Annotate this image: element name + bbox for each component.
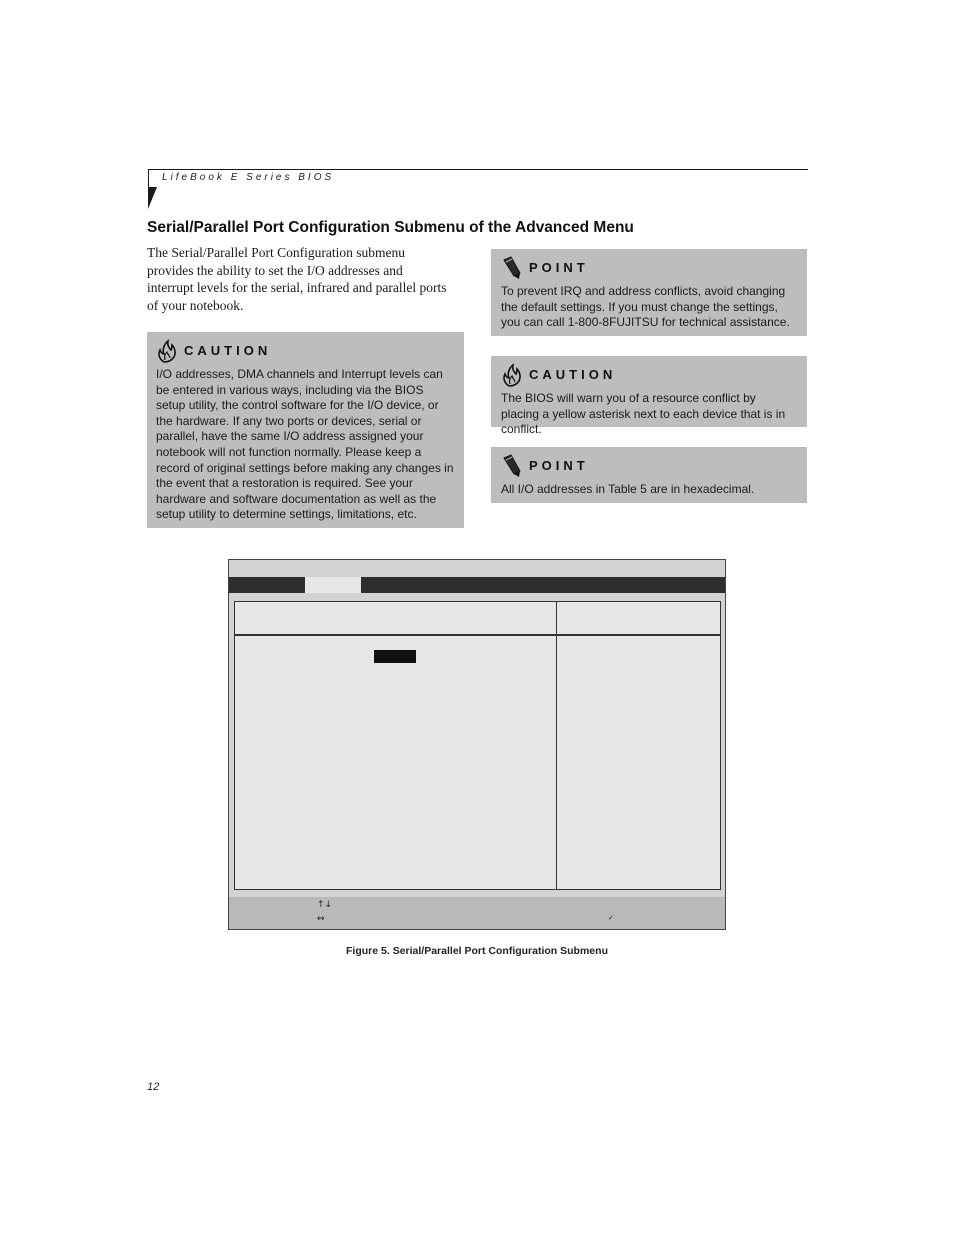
intro-paragraph: The Serial/Parallel Port Configuration submenu provides the ability to set the I/O addresses and interrupt levels for the serial, infrared and parallel ports of your notebook.: [147, 245, 447, 313]
section-heading: Serial/Parallel Port Configuration Submenu of the Advanced Menu: [147, 219, 634, 236]
up-down-arrows-icon: ↑↓: [317, 900, 333, 910]
point-label: POINT: [529, 458, 589, 474]
caution-text: I/O addresses, DMA channels and Interrupt levels can be entered in various ways, including via the BIOS setup utility, the control software for the I/O device, or the hardware. If any two ports or devices, serial or parallel, have the same I/O address assigned your notebook will not function normally. Please keep a record of original settings before making any changes in the event that a restoration is required. See your hardware and software documentation as well as the setup utility to determine settings, limitations, etc.: [156, 367, 454, 522]
flame-hand-icon: [156, 339, 178, 363]
bios-screen-figure: [228, 559, 726, 930]
caution-box-right: [491, 356, 807, 437]
bios-help-divider: [556, 602, 557, 889]
flame-hand-icon: [501, 363, 523, 387]
point-label: POINT: [529, 260, 589, 276]
bios-key-footer: [229, 897, 725, 929]
bios-selected-field: [374, 650, 416, 663]
caution-box-left: [147, 332, 464, 528]
point-box-2: [491, 447, 807, 503]
header-tick: [148, 169, 149, 189]
header-rule: [148, 169, 808, 170]
point-text: All I/O addresses in Table 5 are in hexadecimal.: [501, 482, 755, 496]
bios-main-panel: [234, 601, 721, 890]
check-mark-icon: ✓: [608, 914, 614, 922]
point-text: To prevent IRQ and address conflicts, avoid changing the default settings. If you must change the settings, you can call 1-800-8FUJITSU for technical assistance.: [501, 284, 790, 330]
bios-active-tab: [305, 577, 361, 593]
pen-icon: [501, 256, 523, 280]
page-number: 12: [147, 1081, 160, 1093]
left-right-arrows-icon: ↔: [317, 914, 325, 924]
header-wedge: [148, 187, 157, 209]
running-title: LifeBook E Series BIOS: [162, 172, 335, 183]
caution-label: CAUTION: [184, 343, 272, 359]
caution-text: The BIOS will warn you of a resource conflict by placing a yellow asterisk next to each device that is in conflict.: [501, 391, 786, 437]
bios-header-divider: [235, 634, 720, 636]
point-box-1: [491, 249, 807, 336]
figure-caption: Figure 5. Serial/Parallel Port Configuration Submenu: [346, 945, 608, 957]
pen-icon: [501, 454, 523, 478]
caution-label: CAUTION: [529, 367, 617, 383]
bios-menu-bar: [229, 577, 725, 593]
